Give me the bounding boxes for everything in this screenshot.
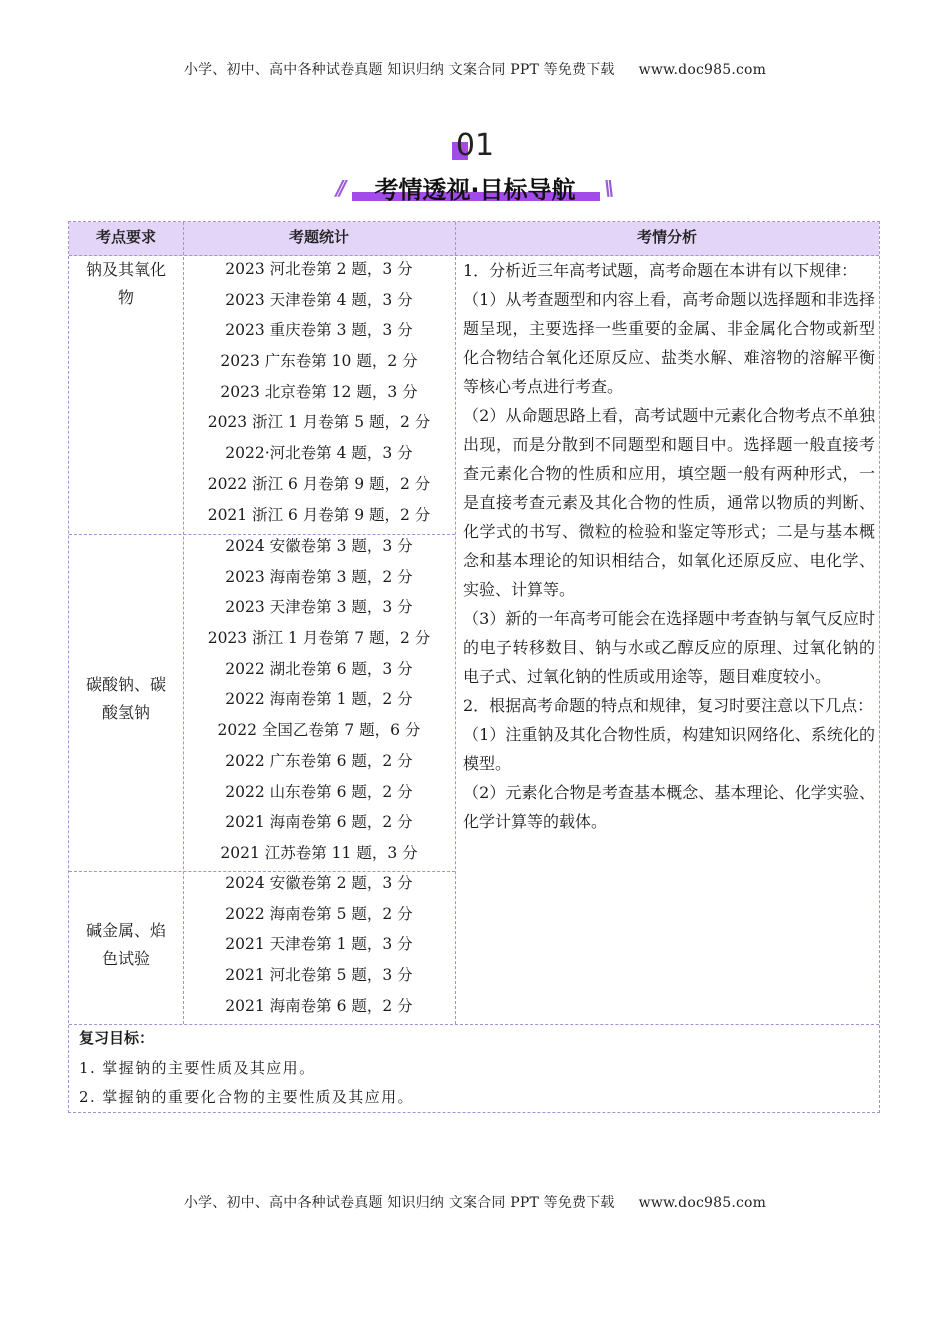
stat-item: 2023 重庆卷第 3 题，3 分 [225,321,413,340]
section-title: 考情透视·目标导航 [374,176,576,204]
table-header-row [69,222,879,256]
review-goals [79,1024,869,1113]
stat-item: 2021 天津卷第 1 题，3 分 [225,935,413,954]
review-goals-title: 复习目标： [79,1029,155,1047]
footer-text: 小学、初中、高中各种试卷真题 知识归纳 文案合同 PPT 等免费下载 [183,1195,615,1211]
stat-item: 2023 天津卷第 4 题，3 分 [225,290,413,309]
page-footer [0,1192,950,1212]
stat-item: 2023 北京卷第 12 题，3 分 [220,382,418,401]
stat-item: 2021 江苏卷第 11 题，3 分 [220,843,418,862]
exam-analysis-table [68,221,880,1113]
topic-sodium-oxides: 钠及其氧化 物 [85,260,166,307]
review-goal-item: 1. 掌握钠的主要性质及其应用。 [79,1058,316,1077]
stat-item: 2024 安徽卷第 3 题，3 分 [225,537,413,555]
stat-item: 2023 广东卷第 10 题，2 分 [220,352,418,371]
analysis-paragraph: 1．分析近三年高考试题，高考命题在本讲有以下规律： [463,261,858,280]
analysis-paragraph: （2）元素化合物是考查基本概念、基本理论、化学实验、化学计算等的载体。 [463,783,875,831]
stat-item: 2021 海南卷第 6 题，2 分 [225,996,413,1015]
topic-alkali-metals: 碱金属、焰 色试验 [85,921,166,968]
stats-alkali-metals [183,868,455,1021]
stat-item: 2023 河北卷第 2 题，3 分 [225,260,413,278]
stat-item: 2022 海南卷第 5 题，2 分 [225,904,413,923]
page-header [0,59,950,79]
stat-item: 2021 河北卷第 5 题，3 分 [225,966,413,985]
analysis-text [463,256,875,836]
stat-item: 2022 湖北卷第 6 题，3 分 [225,659,413,678]
topic-carbonates: 碳酸钠、碳 酸氢钠 [85,675,166,722]
analysis-paragraph: 2．根据高考命题的特点和规律，复习时要注意以下几点： [463,696,874,715]
analysis-paragraph: （2）从命题思路上看，高考试题中元素化合物考点不单独出现，而是分散到不同题型和题目中。选择题一般直接考查元素化合物的性质和应用，填空题一般有两种形式，一是直接考查元素及其化合物的性质，通常以物质的判断、化学式的书写、微粒的检验和鉴定等形式；二是与基本概念和基本理论的知识相结合，如氧化还原反应、电化学、实验、计算等。 [463,406,875,599]
slash-decoration-right: \\ [604,176,611,200]
stat-item: 2022 山东卷第 6 题，2 分 [225,782,413,801]
stat-item: 2021 海南卷第 6 题，2 分 [225,813,413,832]
slash-decoration-left: // [336,176,343,200]
stat-item: 2022·河北卷第 4 题，3 分 [225,444,413,463]
stat-item: 2022 广东卷第 6 题，2 分 [225,751,413,770]
stat-item: 2022 海南卷第 1 题，2 分 [225,690,413,709]
stats-sodium-oxides [183,254,455,530]
stat-item: 2022 全国乙卷第 7 题，6 分 [217,721,421,740]
column-divider [455,222,456,1024]
header-text: 小学、初中、高中各种试卷真题 知识归纳 文案合同 PPT 等免费下载 [183,62,615,78]
section-number [0,128,950,163]
stat-item: 2024 安徽卷第 2 题，3 分 [225,874,413,892]
analysis-paragraph: （3）新的一年高考可能会在选择题中考查钠与氧气反应时的电子转移数目、钠与水或乙醇反应的原理、过氧化钠的电子式、过氧化钠的性质或用途等，题目难度较小。 [463,609,875,686]
analysis-paragraph: （1）注重钠及其化合物性质，构建知识网络化、系统化的模型。 [463,725,875,773]
header-stats: 考题统计 [288,228,349,246]
analysis-paragraph: （1）从考查题型和内容上看，高考命题以选择题和非选择题呈现，主要选择一些重要的金属、非金属化合物或新型化合物结合氧化还原反应、盐类水解、难溶物的溶解平衡等核心考点进行考查。 [463,290,875,396]
stat-item: 2023 海南卷第 3 题，2 分 [225,567,413,586]
stat-item: 2021 浙江 6 月卷第 9 题，2 分 [207,505,431,524]
header-url: www.doc985.com [638,62,767,78]
stat-item: 2023 浙江 1 月卷第 7 题，2 分 [207,629,431,648]
review-goal-item: 2. 掌握钠的重要化合物的主要性质及其应用。 [79,1088,414,1106]
stats-carbonates [183,531,455,869]
stat-item: 2023 天津卷第 3 题，3 分 [225,598,413,617]
stat-item: 2023 浙江 1 月卷第 5 题，2 分 [207,413,431,432]
section-number-text: 01 [455,128,495,163]
stat-item: 2022 浙江 6 月卷第 9 题，2 分 [207,474,431,493]
section-title-banner [0,170,950,204]
header-topic: 考点要求 [95,228,156,246]
footer-url: www.doc985.com [638,1195,767,1211]
header-analysis: 考情分析 [636,228,697,246]
